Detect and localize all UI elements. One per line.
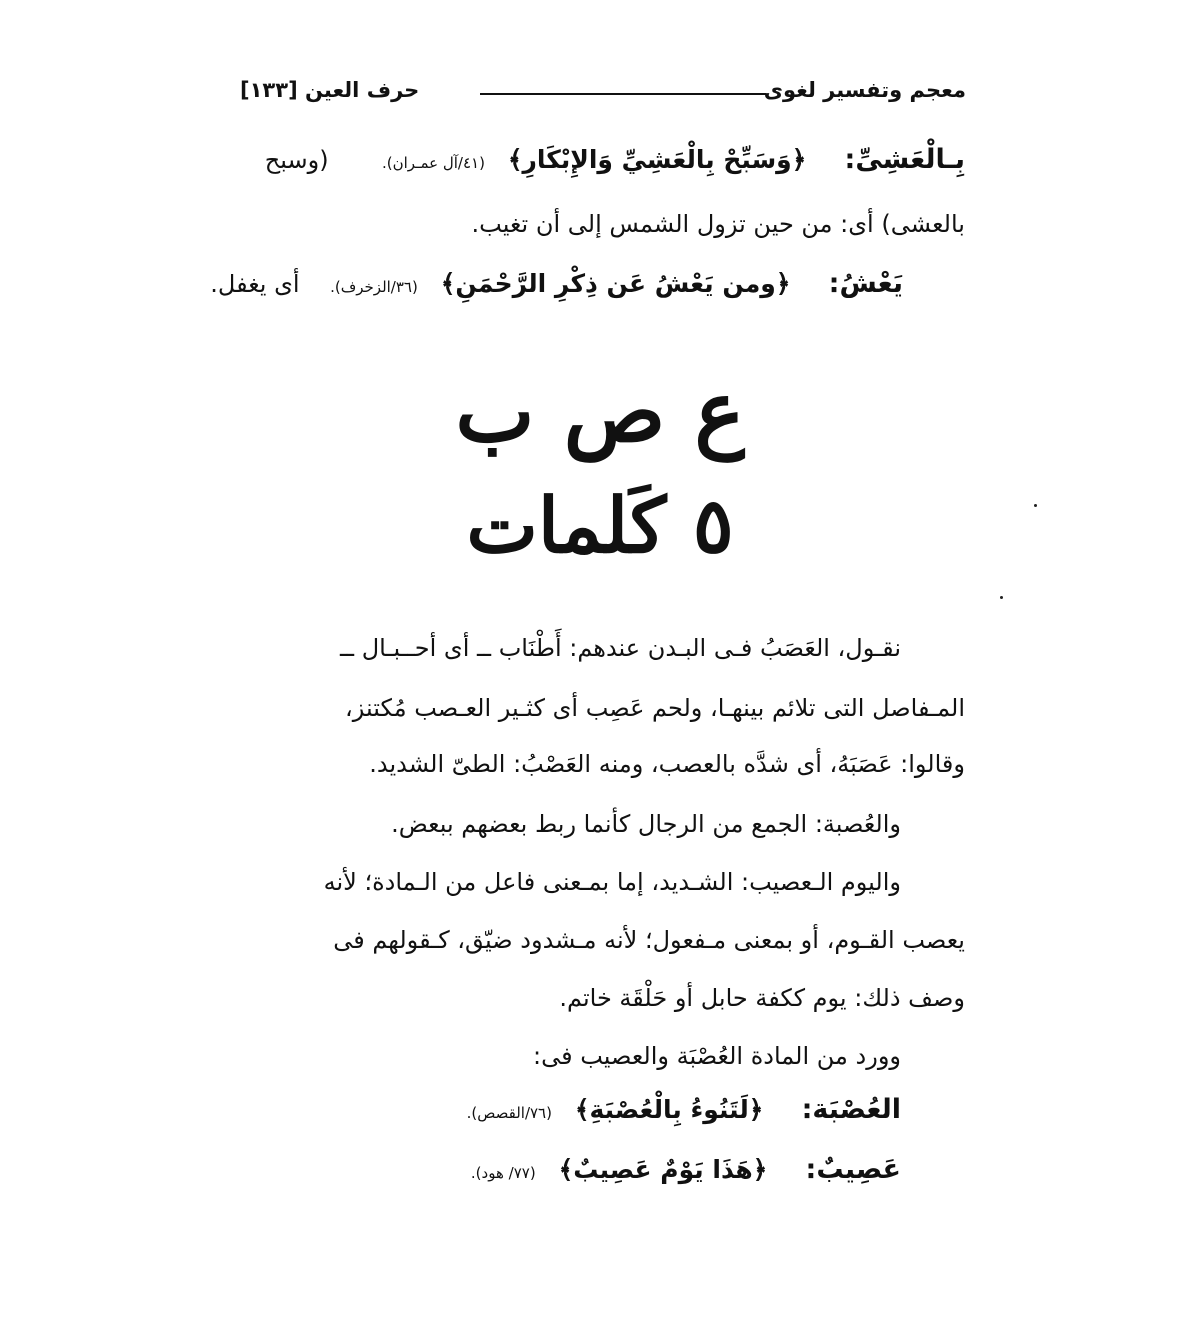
section-label: حرف العين [١٣٣] [240, 78, 420, 102]
body-line: المـفاصل التى تلائم بينهـا، ولحم عَصِب أى كثـير العـصب مُكتنز، [344, 694, 965, 722]
quran-reference: (٧٧/ هود). [470, 1164, 536, 1182]
scan-speck [1034, 504, 1037, 507]
entry-note: (وسبح [264, 146, 329, 174]
scan-speck [1000, 596, 1003, 599]
entry-word: يَعْشُ: [828, 268, 903, 299]
entry-alashiyy [265, 146, 965, 173]
body-line: نقـول، العَصَبُ فـى البـدن عندهم: أَطْنَاب ــ أى أحــبـال ــ [340, 634, 901, 662]
entry-word: العُصْبَة: [801, 1094, 901, 1125]
header-rule [480, 93, 766, 95]
body-line: والعُصبة: الجمع من الرجال كأنما ربط بعضهم ببعض. [391, 810, 901, 838]
body-line: وورد من المادة العُصْبَة والعصيب فى: [533, 1042, 901, 1070]
entry-word: عَصِيبٌ: [805, 1154, 901, 1185]
quran-quote: ﴿وَسَبِّحْ بِالْعَشِيِّ وَالإِبْكَارِ﴾ [507, 145, 807, 174]
quran-quote: ﴿ومن يَعْشُ عَن ذِكْرِ الرَّحْمَنِ﴾ [440, 269, 791, 298]
root-letters: ع ص ب [455, 362, 745, 461]
quran-reference: (٤١/آل عمـران). [382, 154, 485, 172]
book-title: معجم وتفسير لغوى [763, 78, 966, 102]
entry-continuation: بالعشى) أى: من حين تزول الشمس إلى أن تغيب. [471, 210, 965, 238]
quran-quote: ﴿هَذَا يَوْمٌ عَصِيبٌ﴾ [558, 1155, 768, 1184]
quran-reference: (٧٦/القصص). [466, 1104, 552, 1122]
word-count: ٥ كَلمات [466, 481, 734, 570]
quran-reference: (٣٦/الزخرف). [330, 278, 418, 296]
body-line: يعصب القـوم، أو بمعنى مـفعول؛ لأنه مـشدود ضيّق، كـقولهم فى [333, 926, 965, 954]
entry-note: أى يغفل. [210, 270, 300, 298]
entry-asib [471, 1156, 901, 1183]
entry-yaash [210, 270, 903, 297]
quran-quote: ﴿لَتَنُوءُ بِالْعُصْبَةِ﴾ [574, 1095, 764, 1124]
entry-alusba [467, 1096, 901, 1123]
running-header [240, 76, 966, 110]
body-line: وصف ذلك: يوم ككفة حابل أو حَلْقَة خاتم. [559, 984, 965, 1012]
body-line: واليوم الـعصيب: الشـديد، إما بمـعنى فاعل من الـمادة؛ لأنه [323, 868, 901, 896]
body-line: وقالوا: عَصَبَهُ، أى شدَّه بالعصب، ومنه العَصْبُ: الطىّ الشديد. [369, 750, 965, 778]
entry-word: بِـالْعَشِىِّ: [844, 144, 965, 175]
